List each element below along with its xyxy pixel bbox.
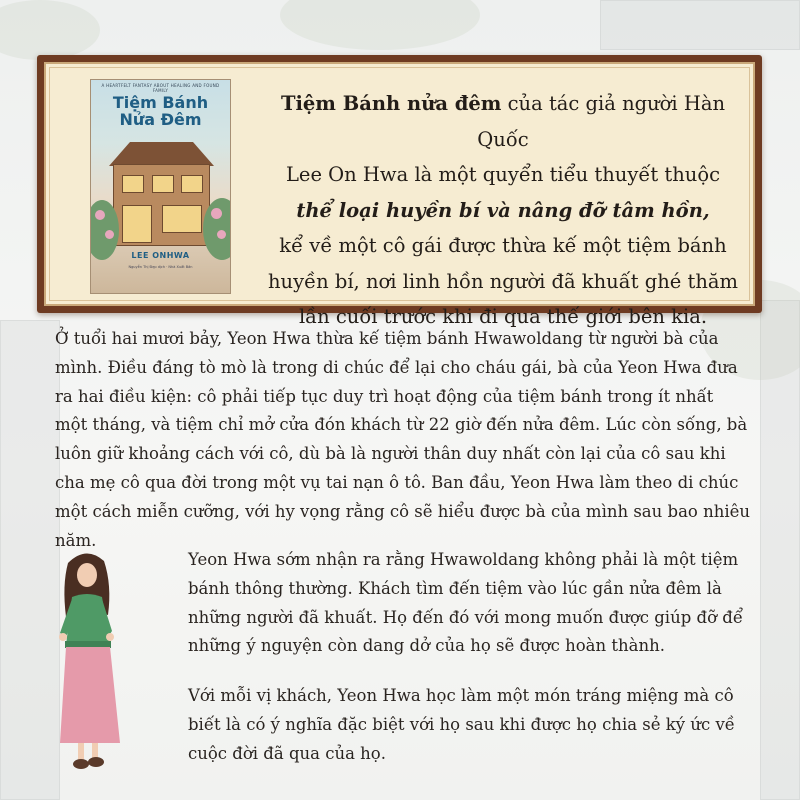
cover-tagline: A HEARTFELT FANTASY ABOUT HEALING AND FOUND FAMILY — [101, 83, 220, 93]
cover-title-line2: Nửa Đêm — [119, 110, 202, 129]
paragraph-desserts: Với mỗi vị khách, Yeon Hwa học làm một món tráng miệng mà cô biết là có ý nghĩa đặc biệt với họ sau khi được họ chia sẻ ký ức về cuộc đời đã qua của họ. — [188, 686, 735, 763]
intro-line-6: lần cuối trước khi đi qua thế giới bên kia. — [298, 305, 708, 328]
cover-title-line1: Tiệm Bánh — [112, 93, 209, 112]
genre-text: thể loại huyền bí và nâng đỡ tâm hồn, — [296, 198, 710, 222]
intro-line-1-rest: của tác giả người Hàn Quốc — [477, 92, 726, 151]
intro-text — [262, 86, 744, 335]
cover-author: LEE ONHWA — [131, 251, 190, 260]
girl-illustration — [38, 545, 138, 775]
intro-line-1 — [262, 86, 744, 157]
intro-line-4: kể về một cô gái được thừa kế một tiệm bánh — [279, 234, 727, 257]
intro-line-5: huyền bí, nơi linh hồn người đã khuất ghé thăm — [267, 269, 739, 293]
cover-title — [91, 94, 230, 128]
cover-publisher: Nguyễn Thị Đẹp dịch · Nhà Xuất Bản — [128, 265, 193, 269]
intro-card — [37, 55, 762, 328]
cover-roof — [109, 136, 214, 166]
paragraph-inheritance: Ở tuổi hai mươi bảy, Yeon Hwa thừa kế tiệm bánh Hwawoldang từ người bà của mình. Điều đáng tò mò là trong di chúc để lại cho cháu gái, bà của Yeon Hwa đưa ra hai điều kiện: cô phải tiếp tục duy trì hoạt động của tiệm bánh trong ít nhất một tháng, và tiệm chỉ mở cửa đón khách từ 22 giờ đến nửa đêm. Lúc còn sống, bà luôn giữ khoảng cách với cô, dù bà là người thân duy nhất còn lại của cô sau khi cha mẹ cô qua đời trong một vụ tai nạn ô tô. Ban đầu, Yeon Hwa làm theo di chúc một cách miễn cưỡng, với hy vọng rằng cô sẽ hiểu được bà của mình sau bao nhiêu năm. — [55, 329, 751, 550]
cover-house — [113, 164, 210, 246]
book-cover — [90, 79, 231, 294]
intro-card-panel — [44, 62, 755, 328]
book-title: Tiệm Bánh nửa đêm — [280, 92, 502, 115]
intro-line-2: Lee On Hwa là một quyển tiểu thuyết thuộc — [285, 163, 721, 186]
paragraph-bakery: Yeon Hwa sớm nhận ra rằng Hwawoldang không phải là một tiệm bánh thông thường. Khách tìm đến tiệm vào lúc gần nửa đêm là những người đã khuất. Họ đến đó với mong muốn được giúp đỡ để những ý nguyện còn dang dở của họ sẽ được hoàn thành. — [188, 550, 743, 656]
